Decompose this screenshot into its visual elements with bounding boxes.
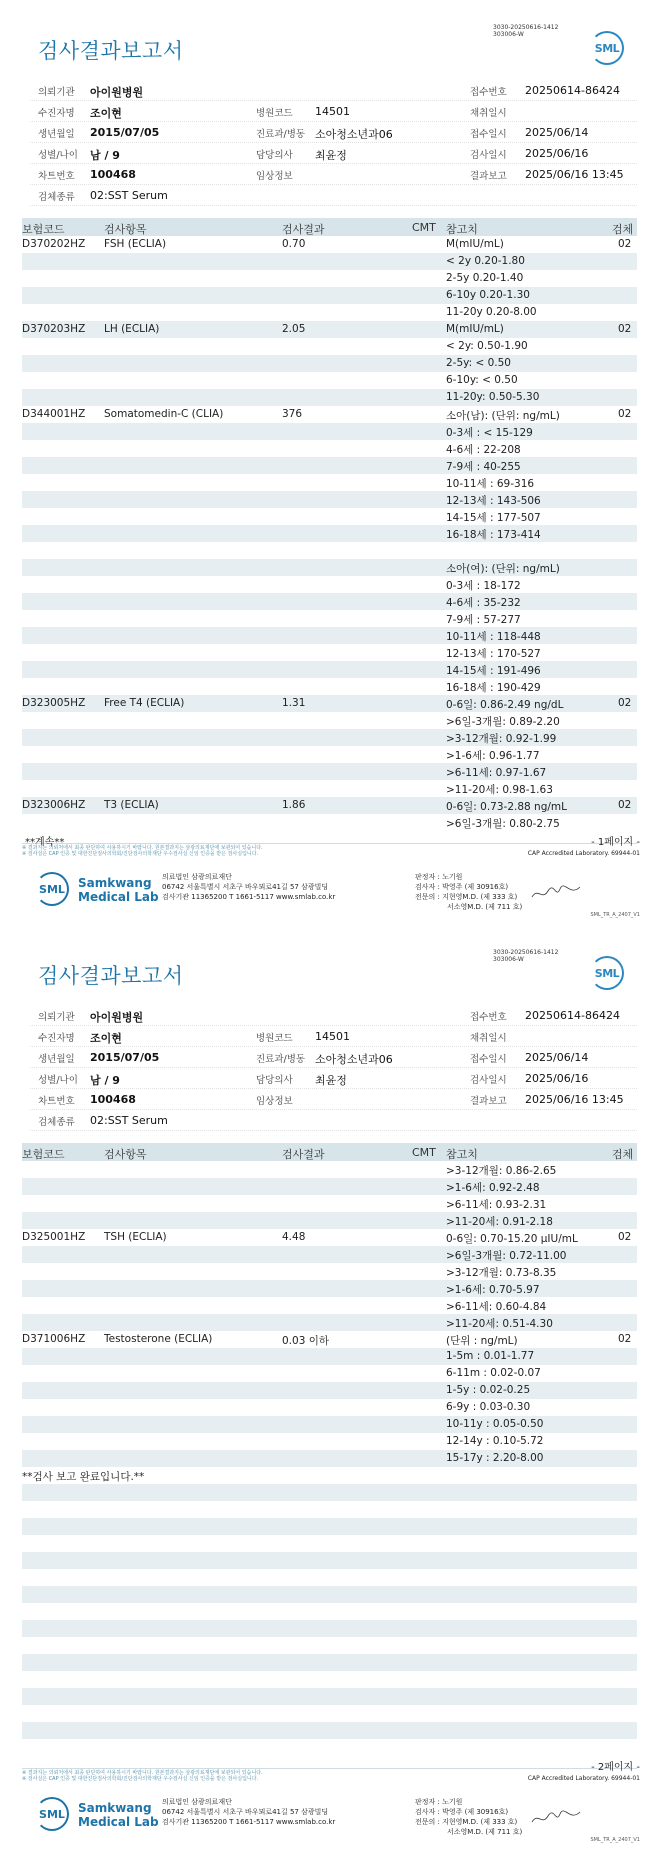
table-row	[22, 491, 637, 508]
results-table-body	[22, 236, 637, 831]
table-row	[22, 644, 637, 661]
reference-range: 11-20y 0.20-8.00	[446, 306, 537, 318]
reference-range: 0-6일: 0.73-2.88 ng/mL	[446, 801, 567, 813]
table-row	[22, 576, 637, 593]
reference-range: 1-5y : 0.02-0.25	[446, 1384, 531, 1396]
insurance-code: D323005HZ	[22, 697, 86, 709]
reference-range: 소아(여): (단위: ng/mL)	[446, 563, 560, 575]
empty-row	[22, 1722, 637, 1739]
table-row	[22, 406, 637, 423]
reference-range: < 2y 0.20-1.80	[446, 255, 525, 267]
table-row	[22, 1331, 637, 1348]
signatories: 판정자 : 노기원 검사자 : 박영주 (제 30916호) 전문의 : 지현영M.D. (제 333 호) 서소영M.D. (제 711 호)	[415, 873, 523, 911]
brand-name: Samkwang Medical Lab	[78, 1801, 159, 1829]
table-row	[22, 1161, 637, 1178]
empty-row	[22, 1620, 637, 1637]
specimen-code: 02	[618, 1333, 632, 1345]
empty-row	[22, 1569, 637, 1586]
form-code: SML_TR_A_2407_V1	[590, 1837, 640, 1843]
table-row	[22, 542, 637, 559]
table-row	[22, 1416, 637, 1433]
empty-row	[22, 1654, 637, 1671]
lab-address: 의료법인 삼광의료재단 06742 서울특별시 서초구 바우뫼로41길 57 삼광빌딩 검사기관 11365200 T 1661-5117 www.smlab.co.kr	[162, 1798, 336, 1826]
reference-range: 1-5m : 0.01-1.77	[446, 1350, 535, 1362]
footer-note: ※ 결과지는 의뢰처에서 최종 판단하여 사용하시기 바랍니다. 원본결과지는 삼광의료재단에 보관되어 있습니다. ※ 검사실은 CAP 인증 및 대한진단검사의학회/진단검사의학재단 우수검사실 신임 인증을 받은 검사실입니다.	[22, 845, 263, 857]
report-title: 검사결과보고서	[38, 964, 184, 988]
table-row	[22, 338, 637, 355]
table-row	[22, 1314, 637, 1331]
reference-range: 7-9세 : 57-277	[446, 614, 521, 626]
reference-range: 6-10y 0.20-1.30	[446, 289, 530, 301]
insurance-code: D371006HZ	[22, 1333, 86, 1345]
reference-range: 6-10y: < 0.50	[446, 374, 518, 386]
table-row	[22, 270, 637, 287]
table-row	[22, 1263, 637, 1280]
reference-range: >11-20세: 0.91-2.18	[446, 1216, 553, 1228]
empty-row	[22, 1688, 637, 1705]
empty-row	[22, 1705, 637, 1722]
document-id: 3030-20250616-1412 303006-W	[493, 949, 559, 963]
reference-range: 0-6일: 0.86-2.49 ng/dL	[446, 699, 564, 711]
footer-note: ※ 결과지는 의뢰처에서 최종 판단하여 사용하시기 바랍니다. 원본결과지는 삼광의료재단에 보관되어 있습니다. ※ 검사실은 CAP 인증 및 대한진단검사의학회/진단검사의학재단 우수검사실 신임 인증을 받은 검사실입니다.	[22, 1770, 263, 1782]
test-result: 0.70	[282, 238, 306, 250]
insurance-code: D344001HZ	[22, 408, 86, 420]
specimen-code: 02	[618, 799, 632, 811]
empty-row	[22, 1603, 637, 1620]
table-row	[22, 304, 637, 321]
test-item: Free T4 (ECLIA)	[104, 697, 185, 709]
test-item: TSH (ECLIA)	[104, 1231, 167, 1243]
test-result: 4.48	[282, 1231, 306, 1243]
test-result: 2.05	[282, 323, 306, 335]
table-row	[22, 423, 637, 440]
reference-range: >3-12개월: 0.73-8.35	[446, 1267, 557, 1279]
empty-row	[22, 1484, 637, 1501]
test-item: Testosterone (ECLIA)	[104, 1333, 213, 1345]
table-row	[22, 1382, 637, 1399]
sml-logo: SML	[590, 31, 624, 65]
insurance-code: D370203HZ	[22, 323, 86, 335]
test-result: 0.03 이하	[282, 1335, 330, 1347]
table-row	[22, 1450, 637, 1467]
table-row	[22, 1280, 637, 1297]
reference-range: 6-11m : 0.02-0.07	[446, 1367, 541, 1379]
document-id: 3030-20250616-1412 303006-W	[493, 24, 559, 38]
table-row	[22, 1433, 637, 1450]
empty-row	[22, 1501, 637, 1518]
empty-row	[22, 1739, 637, 1756]
insurance-code: D370202HZ	[22, 238, 86, 250]
reference-range: 16-18세 : 173-414	[446, 529, 541, 541]
specimen-code: 02	[618, 1231, 632, 1243]
brand-name: Samkwang Medical Lab	[78, 876, 159, 904]
reference-range: 7-9세 : 40-255	[446, 461, 521, 473]
reference-range: 14-15세 : 177-507	[446, 512, 541, 524]
table-row	[22, 1178, 637, 1195]
reference-range: >6-11세: 0.97-1.67	[446, 767, 547, 779]
reference-range: M(mIU/mL)	[446, 323, 504, 335]
table-row	[22, 321, 637, 338]
reference-range: 10-11세 : 118-448	[446, 631, 541, 643]
table-row	[22, 763, 637, 780]
test-result: 1.31	[282, 697, 306, 709]
table-row	[22, 253, 637, 270]
page-number: - 2페이지 -	[591, 1762, 640, 1773]
table-row	[22, 525, 637, 542]
empty-row	[22, 1586, 637, 1603]
reference-range: >6-11세: 0.60-4.84	[446, 1301, 547, 1313]
table-row	[22, 712, 637, 729]
patient-header: 의뢰기관 아이원병원 접수번호 20250614-86424 수진자명 조이현 병원코드 14501 채취일시 생년월일 2015/07/05 진료과/병동 소아청소년과06 접수일시 2025/06/14 성별/나이 남 / 9 담당의사 최윤정 검사일시 2025/06/16 차트번호 100468 임상정보 결과보고 2025/06/16 13:45 검체종류 02:SST Serum	[30, 80, 637, 206]
report-complete-note: **검사 보고 완료입니다.**	[22, 1471, 145, 1483]
empty-row	[22, 1637, 637, 1654]
empty-row	[22, 1552, 637, 1569]
reference-range: 4-6세 : 35-232	[446, 597, 521, 609]
table-row	[22, 1246, 637, 1263]
specimen-code: 02	[618, 408, 632, 420]
table-row	[22, 610, 637, 627]
table-row	[22, 287, 637, 304]
table-row	[22, 440, 637, 457]
lab-address: 의료법인 삼광의료재단 06742 서울특별시 서초구 바우뫼로41길 57 삼광빌딩 검사기관 11365200 T 1661-5117 www.smlab.co.kr	[162, 873, 336, 901]
reference-range: >1-6세: 0.96-1.77	[446, 750, 540, 762]
reference-range: >6일-3개월: 0.80-2.75	[446, 818, 560, 830]
signature-icon	[530, 1808, 582, 1828]
test-result: 1.86	[282, 799, 306, 811]
table-row	[22, 508, 637, 525]
report-title: 검사결과보고서	[38, 39, 184, 63]
test-item: FSH (ECLIA)	[104, 238, 167, 250]
reference-range: M(mIU/mL)	[446, 238, 504, 250]
page-divider	[22, 1768, 637, 1769]
table-row	[22, 661, 637, 678]
patient-header: 의뢰기관 아이원병원 접수번호 20250614-86424 수진자명 조이현 병원코드 14501 채취일시 생년월일 2015/07/05 진료과/병동 소아청소년과06 접수일시 2025/06/14 성별/나이 남 / 9 담당의사 최윤정 검사일시 2025/06/16 차트번호 100468 임상정보 결과보고 2025/06/16 13:45 검체종류 02:SST Serum	[30, 1005, 637, 1131]
table-row	[22, 1212, 637, 1229]
table-row	[22, 236, 637, 253]
signatories: 판정자 : 노기원 검사자 : 박영주 (제 30916호) 전문의 : 지현영M.D. (제 333 호) 서소영M.D. (제 711 호)	[415, 1798, 523, 1836]
reference-range: 0-6일: 0.70-15.20 μIU/mL	[446, 1233, 578, 1245]
table-row	[22, 780, 637, 797]
table-row	[22, 814, 637, 831]
test-item: LH (ECLIA)	[104, 323, 160, 335]
page-divider	[22, 843, 637, 844]
reference-range: 16-18세 : 190-429	[446, 682, 541, 694]
report-page-2	[0, 925, 655, 1850]
reference-range: 0-3세 : 18-172	[446, 580, 521, 592]
reference-range: 10-11y : 0.05-0.50	[446, 1418, 544, 1430]
reference-range: 15-17y : 2.20-8.00	[446, 1452, 544, 1464]
table-row	[22, 746, 637, 763]
specimen-code: 02	[618, 238, 632, 250]
table-row	[22, 695, 637, 712]
test-item: Somatomedin-C (CLIA)	[104, 408, 224, 420]
table-row	[22, 729, 637, 746]
table-row	[22, 627, 637, 644]
table-row	[22, 593, 637, 610]
reference-range: 12-13세 : 170-527	[446, 648, 541, 660]
reference-range: >3-12개월: 0.92-1.99	[446, 733, 557, 745]
reference-range: >11-20세: 0.98-1.63	[446, 784, 553, 796]
reference-range: >3-12개월: 0.86-2.65	[446, 1165, 557, 1177]
reference-range: 0-3세 : < 15-129	[446, 427, 533, 439]
table-row	[22, 355, 637, 372]
reference-range: >1-6세: 0.92-2.48	[446, 1182, 540, 1194]
cap-accreditation: CAP Accredited Laboratory. 69944-01	[527, 1775, 640, 1782]
empty-row	[22, 1535, 637, 1552]
reference-range: 2-5y 0.20-1.40	[446, 272, 524, 284]
reference-range: 4-6세 : 22-208	[446, 444, 521, 456]
table-row	[22, 389, 637, 406]
reference-range: 10-11세 : 69-316	[446, 478, 535, 490]
table-row	[22, 1195, 637, 1212]
table-row	[22, 457, 637, 474]
insurance-code: D325001HZ	[22, 1231, 86, 1243]
sml-footer-logo: SML	[35, 1797, 69, 1831]
empty-row	[22, 1671, 637, 1688]
test-result: 376	[282, 408, 303, 420]
continued-note: **계속**	[25, 837, 65, 848]
reference-range: 소아(남): (단위: ng/mL)	[446, 410, 560, 422]
reference-range: >6-11세: 0.93-2.31	[446, 1199, 547, 1211]
table-row	[22, 474, 637, 491]
reference-range: < 2y: 0.50-1.90	[446, 340, 528, 352]
table-row	[22, 678, 637, 695]
insurance-code: D323006HZ	[22, 799, 86, 811]
table-row	[22, 797, 637, 814]
reference-range: 14-15세 : 191-496	[446, 665, 541, 677]
results-table-body	[22, 1161, 637, 1756]
table-row	[22, 1229, 637, 1246]
reference-range: >6일-3개월: 0.72-11.00	[446, 1250, 567, 1262]
reference-range: >11-20세: 0.51-4.30	[446, 1318, 553, 1330]
table-row	[22, 1297, 637, 1314]
reference-range: 12-14y : 0.10-5.72	[446, 1435, 544, 1447]
reference-range: >6일-3개월: 0.89-2.20	[446, 716, 560, 728]
table-row	[22, 559, 637, 576]
reference-range: 6-9y : 0.03-0.30	[446, 1401, 531, 1413]
specimen-code: 02	[618, 697, 632, 709]
table-row	[22, 1399, 637, 1416]
cap-accreditation: CAP Accredited Laboratory. 69944-01	[527, 850, 640, 857]
form-code: SML_TR_A_2407_V1	[590, 912, 640, 918]
table-row	[22, 1365, 637, 1382]
test-item: T3 (ECLIA)	[104, 799, 159, 811]
sml-footer-logo: SML	[35, 872, 69, 906]
specimen-code: 02	[618, 323, 632, 335]
results-table-header: 보험코드 검사항목 검사결과 CMT 참고치 검체	[22, 1143, 637, 1161]
reference-range: 2-5y: < 0.50	[446, 357, 511, 369]
signature-icon	[530, 883, 582, 903]
reference-range: 11-20y: 0.50-5.30	[446, 391, 540, 403]
sml-logo: SML	[590, 956, 624, 990]
reference-range: >1-6세: 0.70-5.97	[446, 1284, 540, 1296]
empty-row	[22, 1518, 637, 1535]
page-number: - 1페이지 -	[591, 837, 640, 848]
table-row	[22, 1348, 637, 1365]
reference-range: 12-13세 : 143-506	[446, 495, 541, 507]
table-row	[22, 372, 637, 389]
results-table-header: 보험코드 검사항목 검사결과 CMT 참고치 검체	[22, 218, 637, 236]
reference-range: (단위 : ng/mL)	[446, 1335, 518, 1347]
